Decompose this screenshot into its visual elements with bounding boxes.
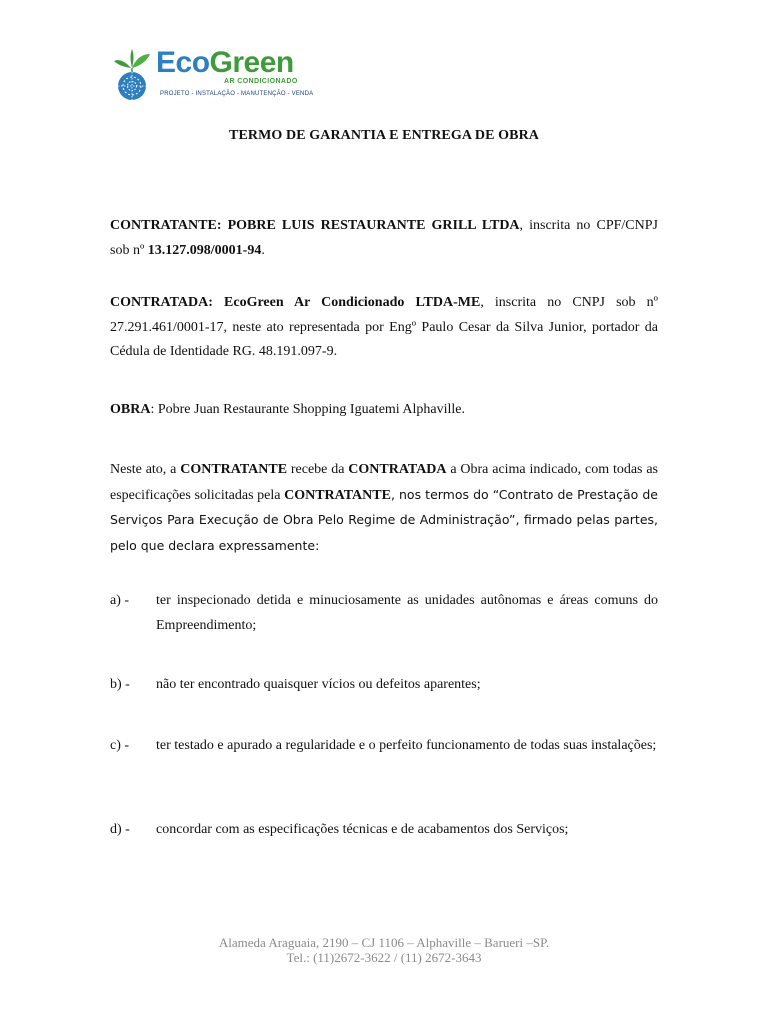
list-item: [110, 673, 658, 698]
contratante-paragraph: [110, 214, 658, 263]
list-item: [110, 734, 658, 759]
logo-name-green: Green: [209, 46, 294, 79]
contratada-text: , inscrita no CNPJ sob nº 27.291.461/0001-17, neste ato representada por Engº Paulo Cesar da Silva Junior, portador da Cédula de Identidade RG. 48.191.097-9.: [110, 295, 658, 359]
list-item-letter: b) -: [110, 677, 130, 692]
neste-text-2: recebe da: [287, 462, 349, 477]
obra-text: : Pobre Juan Restaurante Shopping Iguatemi Alphaville.: [150, 402, 466, 417]
neste-text-1: Neste ato, a: [110, 462, 181, 477]
contratada-label: CONTRATADA: EcoGreen Ar Condicionado LTDA-ME: [110, 295, 481, 310]
neste-text-3: a Obra acima indicado, com todas as especificações solicitadas pela: [110, 462, 658, 503]
contratante-text: , inscrita no CPF/CNPJ sob nº: [110, 218, 658, 258]
company-logo: [110, 46, 330, 106]
neste-bold-2: CONTRATADA: [348, 462, 447, 477]
list-item-text: ter testado e apurado a regularidade e o perfeito funcionamento de todas suas instalações;: [156, 738, 657, 753]
globe-leaf-icon: [110, 46, 154, 102]
list-item-letter: c) -: [110, 738, 130, 753]
neste-text-5: , firmado pelas partes, pelo que declara expressamente:: [110, 512, 659, 553]
document-title: TERMO DE GARANTIA E ENTREGA DE OBRA: [229, 128, 539, 143]
list-item-letter: a) -: [110, 593, 130, 608]
neste-contract-name: , nos termos do “Contrato de Prestação de Serviços Para Execução de Obra Pelo Regime de Administração”: [110, 486, 659, 527]
neste-bold-1: CONTRATANTE: [180, 462, 288, 477]
contratada-paragraph: [110, 291, 658, 365]
footer-phone: Tel.: (11)2672-3622 / (11) 2672-3643: [286, 950, 482, 965]
logo-name-eco: Eco: [156, 46, 210, 79]
page-footer: [0, 935, 768, 965]
list-item-text: ter inspecionado detida e minuciosamente as unidades autônomas e áreas comuns do Empreendimento;: [156, 593, 658, 633]
declaration-paragraph: [110, 458, 658, 559]
list-item: [110, 818, 658, 843]
obra-label: OBRA: [110, 402, 151, 417]
obra-paragraph: [110, 398, 658, 423]
footer-address: Alameda Araguaia, 2190 – CJ 1106 – Alphaville – Barueri –SP.: [218, 935, 550, 950]
logo-subtitle: AR CONDICIONADO: [224, 78, 298, 85]
logo-wordmark: [156, 48, 294, 78]
contratante-end: .: [261, 242, 265, 258]
contratante-label: CONTRATANTE: POBRE LUIS RESTAURANTE GRILL LTDA: [110, 218, 520, 233]
logo-tagline: PROJETO - INSTALAÇÃO - MANUTENÇÃO - VENDA: [160, 91, 314, 97]
contratante-cnpj: 13.127.098/0001-94: [147, 242, 262, 258]
list-item-text: concordar com as especificações técnicas e de acabamentos dos Serviços;: [156, 822, 569, 837]
list-item-letter: d) -: [110, 822, 130, 837]
list-item: [110, 589, 658, 638]
list-item-text: não ter encontrado quaisquer vícios ou defeitos aparentes;: [156, 677, 481, 692]
neste-bold-3: CONTRATANTE: [284, 487, 391, 503]
